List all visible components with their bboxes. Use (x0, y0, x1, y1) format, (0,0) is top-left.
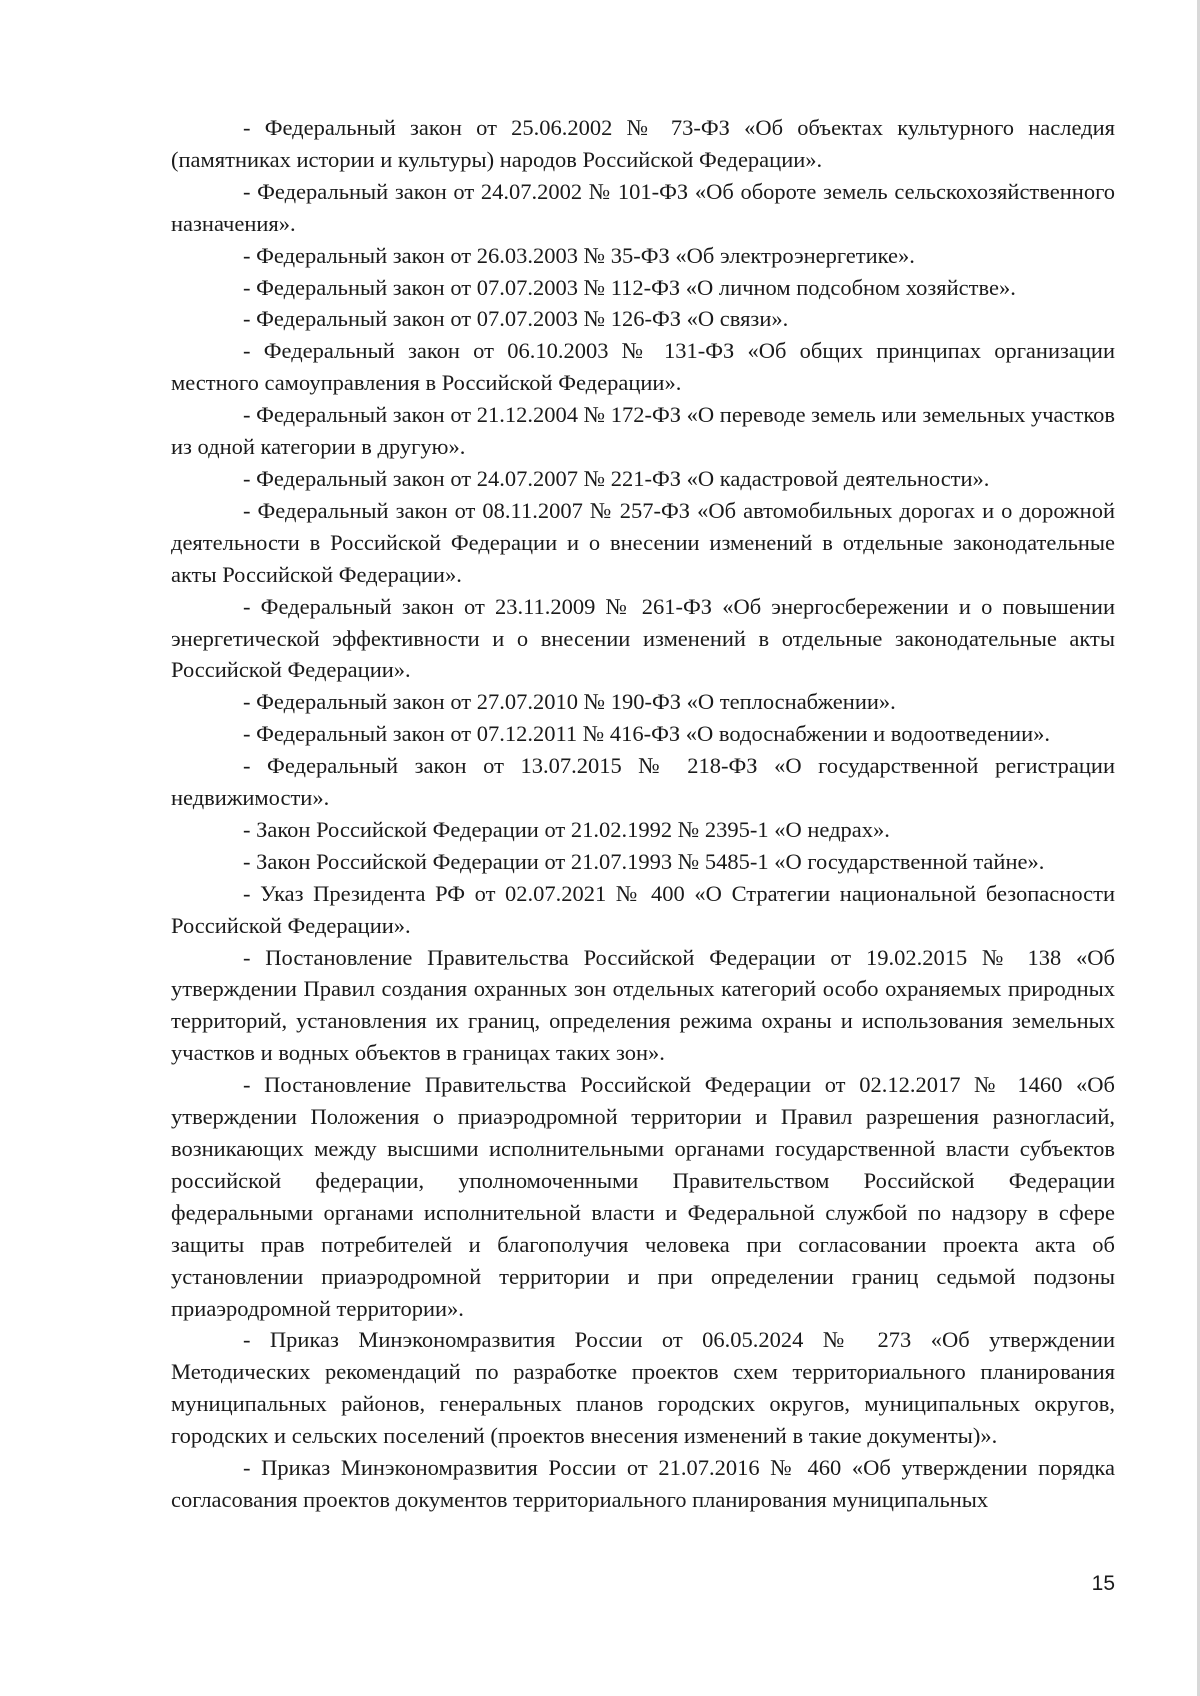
law-list-item: - Федеральный закон от 07.12.2011 № 416-ФЗ «О водоснабжении и водоотведении». (243, 721, 1050, 747)
law-list-item: - Федеральный закон от 24.07.2002 № 101-ФЗ «Об обороте земель сельскохозяйственного назначения». (171, 178, 1115, 236)
law-list-item: - Федеральный закон от 24.07.2007 № 221-ФЗ «О кадастровой деятельности». (243, 465, 990, 491)
page-number: 15 (1091, 1572, 1115, 1595)
law-list-item: - Федеральный закон от 26.03.2003 № 35-ФЗ «Об электроэнергетике». (243, 242, 915, 268)
law-list-item: - Федеральный закон от 21.12.2004 № 172-ФЗ «О переводе земель или земельных участков из одной категории в другую». (171, 402, 1115, 460)
law-list-item: - Федеральный закон от 08.11.2007 № 257-ФЗ «Об автомобильных дорогах и о дорожной деятельности в Российской Федерации и о внесении изменений в отдельные законодательные акты Российской Федерации». (171, 497, 1115, 587)
law-list-item: - Постановление Правительства Российской Федерации от 19.02.2015 № 138 «Об утверждении Правил создания охранных зон отдельных категорий особо охраняемых природных территорий, установления их границ, определения режима охраны и использования земельных участков и водных объектов в границах таких зон». (171, 944, 1115, 1066)
law-list-item: - Указ Президента РФ от 02.07.2021 № 400 «О Стратегии национальной безопасности Российской Федерации». (171, 880, 1115, 938)
document-body (171, 112, 1115, 1516)
law-list-item: - Закон Российской Федерации от 21.02.1992 № 2395-1 «О недрах». (243, 816, 890, 842)
law-list-item: - Федеральный закон от 07.07.2003 № 112-ФЗ «О личном подсобном хозяйстве». (243, 274, 1016, 300)
law-list-item: - Закон Российской Федерации от 21.07.1993 № 5485-1 «О государственной тайне». (243, 848, 1045, 874)
law-list-item: - Федеральный закон от 27.07.2010 № 190-ФЗ «О теплоснабжении». (243, 689, 896, 715)
law-list-item: - Федеральный закон от 13.07.2015 № 218-ФЗ «О государственной регистрации недвижимости». (171, 753, 1115, 811)
law-list-item: - Федеральный закон от 25.06.2002 № 73-ФЗ «Об объектах культурного наследия (памятниках истории и культуры) народов Российской Федерации». (171, 115, 1115, 172)
law-list-item: - Федеральный закон от 23.11.2009 № 261-ФЗ «Об энергосбережении и о повышении энергетической эффективности и о внесении изменений в отдельные законодательные акты Российской Федерации». (171, 593, 1115, 683)
law-list-item: - Федеральный закон от 06.10.2003 № 131-ФЗ «Об общих принципах организации местного самоуправления в Российской Федерации». (171, 338, 1115, 396)
law-list-item: - Приказ Минэкономразвития России от 21.07.2016 № 460 «Об утверждении порядка согласования проектов документов территориального планирования муниципальных (171, 1455, 1115, 1512)
law-list-item: - Приказ Минэкономразвития России от 06.05.2024 № 273 «Об утверждении Методических рекомендаций по разработке проектов схем территориального планирования муниципальных районов, генеральных планов городских округов, муниципальных округов, городских и сельских поселений (проектов внесения изменений в такие документы)». (171, 1327, 1115, 1449)
law-list-item: - Федеральный закон от 07.07.2003 № 126-ФЗ «О связи». (243, 306, 789, 332)
law-list-item: - Постановление Правительства Российской Федерации от 02.12.2017 № 1460 «Об утверждении Положения о приаэродромной территории и Правил разрешения разногласий, возникающих между высшими исполнительными органами государственной власти субъектов российской федерации, уполномоченными Правительством Российской Федерации федеральными органами исполнительной власти и Федеральной службой по надзору в сфере защиты прав потребителей и благополучия человека при согласовании проекта акта об установлении приаэродромной территории и при определении границ седьмой подзоны приаэродромной территории». (171, 1072, 1115, 1321)
